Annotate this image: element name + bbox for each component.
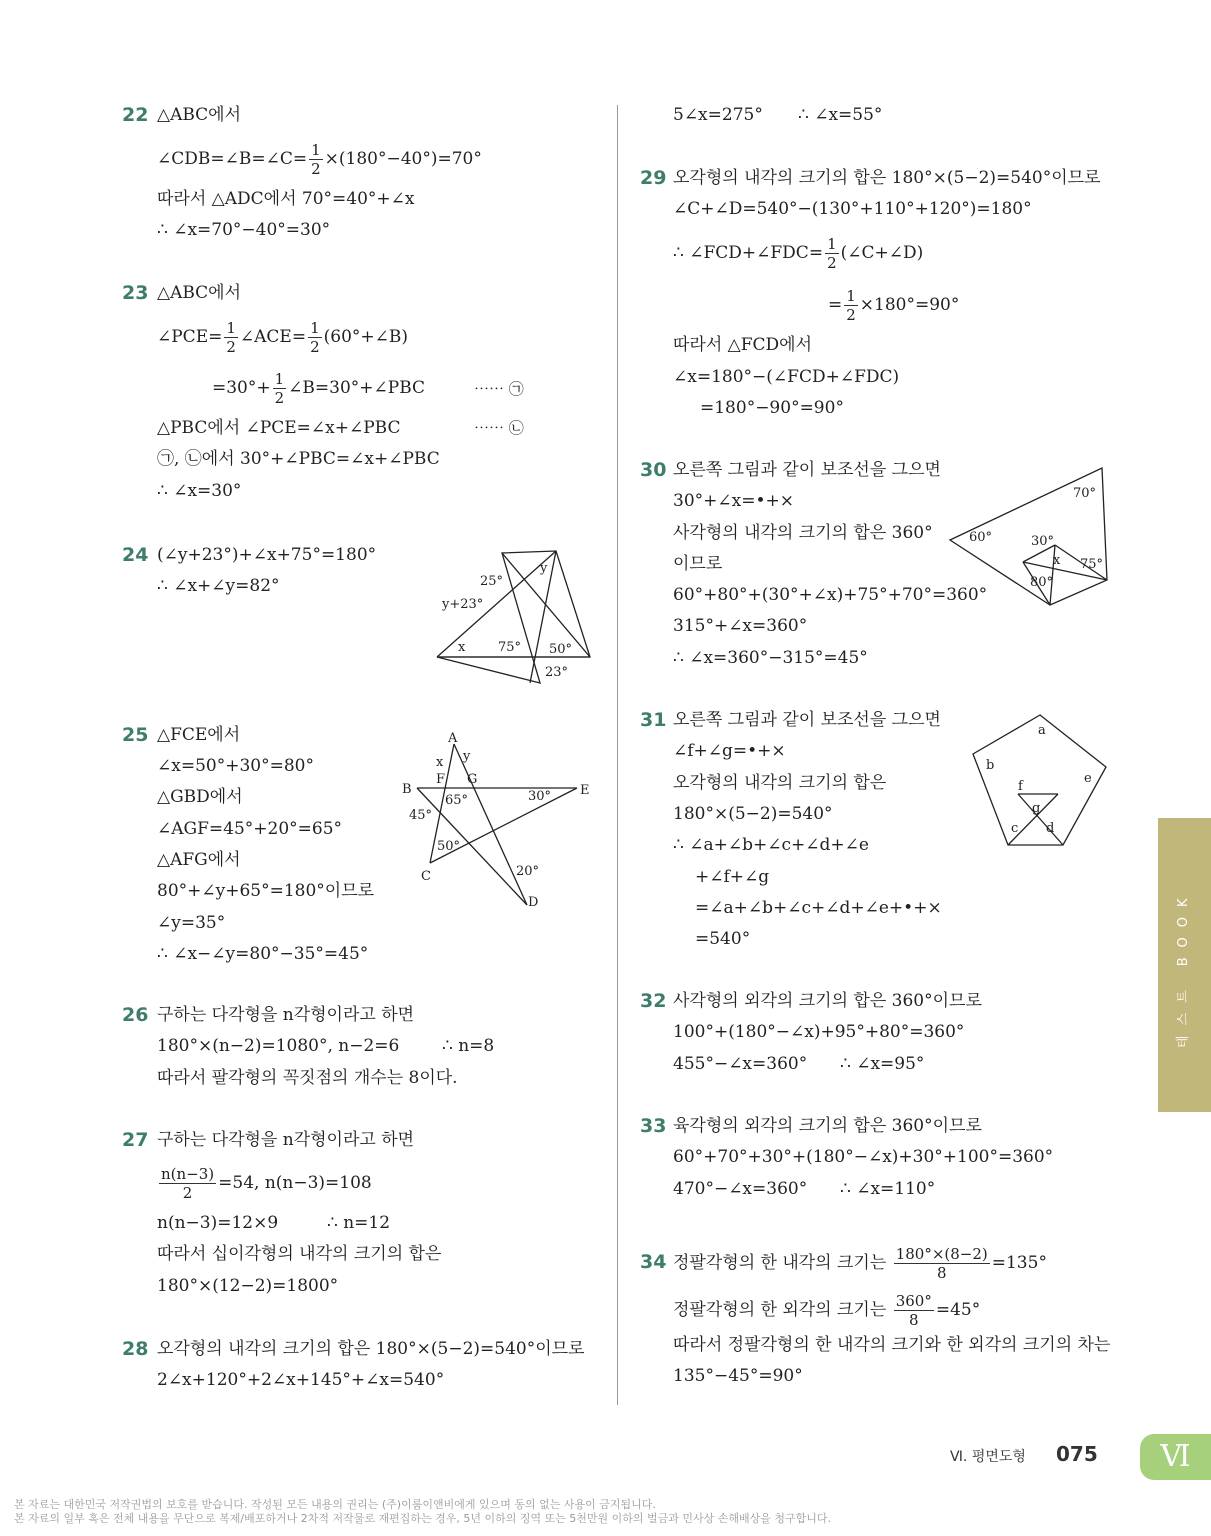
solution-line: △GBD에서 xyxy=(157,787,243,807)
solution-line: 오각형의 내각의 크기의 합은 180°×(5−2)=540°이므로 xyxy=(157,1339,585,1359)
solution-line: 따라서 십이각형의 내각의 크기의 합은 xyxy=(157,1244,442,1264)
label-50: 50° xyxy=(549,642,573,657)
figure-25 xyxy=(397,730,597,919)
label-C: C xyxy=(421,869,431,884)
solution-line: △ABC에서 xyxy=(157,283,242,303)
numerator: 1 xyxy=(827,235,837,253)
solution-line: 30°+∠x=•+× xyxy=(673,491,794,511)
numerator: 360° xyxy=(895,1292,932,1310)
fraction xyxy=(825,235,839,272)
solution-line xyxy=(673,1245,1047,1282)
numerator: 1 xyxy=(846,287,856,305)
solution-line: ∠C+∠D=540°−(130°+110°+120°)=180° xyxy=(673,199,1032,219)
label-65: 65° xyxy=(445,793,469,808)
solution-line: ㉠, ㉡에서 30°+∠PBC=∠x+∠PBC xyxy=(157,449,440,469)
text: (∠C+∠D) xyxy=(840,243,924,263)
denominator: 2 xyxy=(274,389,285,407)
solution-line: ∴ ∠x=30° xyxy=(157,481,242,501)
label-A: A xyxy=(448,731,458,746)
label-50: 50° xyxy=(437,839,461,854)
fraction xyxy=(159,1165,216,1202)
solution-line: ∠y=35° xyxy=(157,913,226,933)
label-b: b xyxy=(986,758,995,773)
label-25: 25° xyxy=(480,574,504,589)
label-y: y xyxy=(540,561,548,576)
denominator: 2 xyxy=(310,338,320,356)
denominator: 8 xyxy=(936,1264,947,1282)
page-number: 075 xyxy=(1056,1442,1098,1466)
problem-number: 27 xyxy=(122,1129,149,1151)
solution-line: 오른쪽 그림과 같이 보조선을 그으면 xyxy=(673,710,941,730)
text: ∠PCE= xyxy=(157,327,223,347)
copyright-line: 본 자료의 일부 혹은 전체 내용을 무단으로 복제/배포하거나 2차적 저작물로 재편집하는 경우, 5년 이하의 징역 또는 5천만원 이하의 벌금과 민사상 손해배상을 청구합니다. xyxy=(14,1512,832,1525)
fraction xyxy=(308,319,322,356)
problem-number: 30 xyxy=(640,459,667,481)
text: =30°+ xyxy=(212,378,271,398)
label-E: E xyxy=(580,783,590,798)
solution-line: △ABC에서 xyxy=(157,105,242,125)
solution-line xyxy=(157,141,482,178)
solution-line: (∠y+23°)+∠x+75°=180° xyxy=(157,545,377,565)
solution-line: =180°−90°=90° xyxy=(700,398,844,418)
marker-b: ⋯⋯ ㉡ xyxy=(474,419,524,437)
label-75: 75° xyxy=(1080,557,1104,572)
solution-line: 60°+80°+(30°+∠x)+75°+70°=360° xyxy=(673,585,988,605)
numerator: n(n−3) xyxy=(161,1165,215,1183)
denominator: 2 xyxy=(226,338,236,356)
solution-line: ∴ ∠x=110° xyxy=(840,1179,936,1199)
solution-line: 60°+70°+30°+(180°−∠x)+30°+100°=360° xyxy=(673,1147,1054,1167)
text: (60°+∠B) xyxy=(323,327,409,347)
label-c: c xyxy=(1011,821,1019,836)
solution-line: ∠AGF=45°+20°=65° xyxy=(157,819,343,839)
solution-line xyxy=(157,1165,372,1202)
label-f: f xyxy=(1018,779,1023,794)
numerator: 1 xyxy=(311,141,321,159)
solution-line: ∴ ∠a+∠b+∠c+∠d+∠e xyxy=(673,835,869,855)
problem-number: 31 xyxy=(640,709,667,731)
denominator: 2 xyxy=(311,160,321,178)
label-75: 75° xyxy=(498,640,522,655)
chapter-badge: Ⅵ xyxy=(1140,1434,1211,1480)
solution-line: 구하는 다각형을 n각형이라고 하면 xyxy=(157,1005,415,1025)
label-y-plus-23: y+23° xyxy=(442,597,484,612)
numerator: 1 xyxy=(310,319,320,337)
figure-30 xyxy=(945,465,1115,614)
solution-line: 사각형의 외각의 크기의 합은 360°이므로 xyxy=(673,991,982,1011)
solution-line: △FCE에서 xyxy=(157,725,241,745)
fraction xyxy=(894,1292,934,1329)
solution-line: 따라서 정팔각형의 한 내각의 크기와 한 외각의 크기의 차는 xyxy=(673,1335,1111,1355)
label-g: g xyxy=(1032,801,1041,816)
problem-number: 26 xyxy=(122,1004,149,1026)
solution-line: ∴ ∠x=95° xyxy=(840,1054,925,1074)
solution-line: 180°×(n−2)=1080°, n−2=6 xyxy=(157,1036,400,1056)
column-divider xyxy=(617,105,618,1405)
label-30: 30° xyxy=(528,789,552,804)
problem-number: 34 xyxy=(640,1251,667,1273)
label-x: x xyxy=(436,755,444,770)
text: =45° xyxy=(935,1300,981,1320)
text: 정팔각형의 한 내각의 크기는 xyxy=(673,1253,887,1273)
denominator: 8 xyxy=(908,1311,919,1329)
label-e: e xyxy=(1084,771,1092,786)
solution-line: 180°×(12−2)=1800° xyxy=(157,1276,339,1296)
solution-line: ∠f+∠g=•+× xyxy=(673,741,786,761)
solution-line: n(n−3)=12×9 xyxy=(157,1213,279,1233)
solution-line: ∴ ∠x=70°−40°=30° xyxy=(157,220,331,240)
fraction xyxy=(224,319,238,356)
denominator: 2 xyxy=(182,1184,193,1202)
solution-line: ∠x=180°−(∠FCD+∠FDC) xyxy=(673,367,900,387)
solution-line: ∴ ∠x=360°−315°=45° xyxy=(673,648,868,668)
solution-line xyxy=(212,370,425,407)
fraction xyxy=(894,1245,990,1282)
label-d: d xyxy=(1046,821,1055,836)
solution-line: 따라서 △FCD에서 xyxy=(673,335,813,355)
problem-number: 33 xyxy=(640,1115,667,1137)
solution-line: ∠x=50°+30°=80° xyxy=(157,756,314,776)
numerator: 1 xyxy=(274,370,285,388)
solution-line: 이므로 xyxy=(673,554,723,574)
side-tab-label: 테스트 BOOK xyxy=(1176,888,1191,1048)
figure-31 xyxy=(968,712,1113,856)
fraction xyxy=(273,370,287,407)
problem-number: 32 xyxy=(640,990,667,1012)
problem-number: 29 xyxy=(640,167,667,189)
figure-24 xyxy=(432,545,597,689)
text: 정팔각형의 한 외각의 크기는 xyxy=(673,1300,887,1320)
solution-line: ∴ ∠x+∠y=82° xyxy=(157,576,280,596)
text: =135° xyxy=(991,1253,1047,1273)
text: = xyxy=(828,295,843,315)
numerator: 180°×(8−2) xyxy=(895,1245,988,1263)
problem-number: 24 xyxy=(122,544,149,566)
solution-line: =∠a+∠b+∠c+∠d+∠e+•+× xyxy=(695,898,942,918)
solution-line: 오각형의 내각의 크기의 합은 180°×(5−2)=540°이므로 xyxy=(673,168,1101,188)
text: ∠B=30°+∠PBC xyxy=(288,378,426,398)
solution-line: 2∠x+120°+2∠x+145°+∠x=540° xyxy=(157,1370,445,1390)
numerator: 1 xyxy=(226,319,236,337)
copyright-line: 본 자료는 대한민국 저작권법의 보호를 받습니다. 작성된 모든 내용의 권리는 (주)이룸이앤비에게 있으며 동의 없는 사용이 금지됩니다. xyxy=(14,1498,656,1511)
solution-line xyxy=(157,319,408,356)
solution-line: 육각형의 외각의 크기의 합은 360°이므로 xyxy=(673,1116,982,1136)
label-x: x xyxy=(458,640,466,655)
solution-line: 135°−45°=90° xyxy=(673,1366,803,1386)
text: ∴ ∠FCD+∠FDC= xyxy=(673,243,824,263)
solution-line: △PBC에서 ∠PCE=∠x+∠PBC xyxy=(157,418,401,438)
text: =54, n(n−3)=108 xyxy=(218,1173,372,1193)
solution-line: △AFG에서 xyxy=(157,850,241,870)
label-x: x xyxy=(1053,553,1061,568)
problem-number: 28 xyxy=(122,1338,149,1360)
solution-line: 따라서 팔각형의 꼭짓점의 개수는 8이다. xyxy=(157,1068,458,1088)
fraction xyxy=(844,287,858,324)
text: ×180°=90° xyxy=(859,295,960,315)
solution-line: ∴ n=8 xyxy=(442,1036,495,1056)
solution-line: 455°−∠x=360° xyxy=(673,1054,808,1074)
label-G: G xyxy=(467,772,478,787)
solution-line: ∴ n=12 xyxy=(327,1213,391,1233)
problem-number: 22 xyxy=(122,104,149,126)
label-23: 23° xyxy=(545,665,569,680)
denominator: 2 xyxy=(827,254,837,272)
label-y: y xyxy=(463,749,471,764)
solution-line: 오각형의 내각의 크기의 합은 xyxy=(673,773,887,793)
solution-line xyxy=(673,1292,980,1329)
text: ∠CDB=∠B=∠C= xyxy=(157,149,308,169)
solution-line: 470°−∠x=360° xyxy=(673,1179,808,1199)
solution-line xyxy=(673,235,923,272)
label-60: 60° xyxy=(969,530,993,545)
solution-line: 구하는 다각형을 n각형이라고 하면 xyxy=(157,1130,415,1150)
solution-line: 오른쪽 그림과 같이 보조선을 그으면 xyxy=(673,460,941,480)
solution-line: 100°+(180°−∠x)+95°+80°=360° xyxy=(673,1022,965,1042)
chapter-label: Ⅵ. 평면도형 xyxy=(950,1449,1026,1465)
text: ∠ACE= xyxy=(239,327,307,347)
label-B: B xyxy=(402,782,412,797)
label-45: 45° xyxy=(409,808,433,823)
label-D: D xyxy=(528,895,539,910)
solution-line: 80°+∠y+65°=180°이므로 xyxy=(157,881,375,901)
fraction xyxy=(309,141,323,178)
label-80: 80° xyxy=(1030,575,1054,590)
label-F: F xyxy=(436,772,446,787)
label-30: 30° xyxy=(1031,534,1055,549)
label-a: a xyxy=(1038,723,1046,738)
solution-line: 315°+∠x=360° xyxy=(673,616,808,636)
solution-line: 5∠x=275° xyxy=(673,105,763,125)
solution-line: =540° xyxy=(695,929,751,949)
problem-number: 23 xyxy=(122,282,149,304)
marker-a: ⋯⋯ ㉠ xyxy=(474,380,524,398)
problem-number: 25 xyxy=(122,724,149,746)
side-tab xyxy=(1158,818,1211,1112)
solution-line: 따라서 △ADC에서 70°=40°+∠x xyxy=(157,189,415,209)
solution-line xyxy=(828,287,959,324)
solution-line: +∠f+∠g xyxy=(695,867,770,887)
denominator: 2 xyxy=(846,306,856,324)
solution-line: ∴ ∠x=55° xyxy=(798,105,883,125)
text: ×(180°−40°)=70° xyxy=(324,149,482,169)
solution-line: 사각형의 내각의 크기의 합은 360° xyxy=(673,523,933,543)
solution-line: ∴ ∠x−∠y=80°−35°=45° xyxy=(157,944,369,964)
solution-line: 180°×(5−2)=540° xyxy=(673,804,833,824)
label-70: 70° xyxy=(1073,486,1097,501)
label-20: 20° xyxy=(516,864,540,879)
